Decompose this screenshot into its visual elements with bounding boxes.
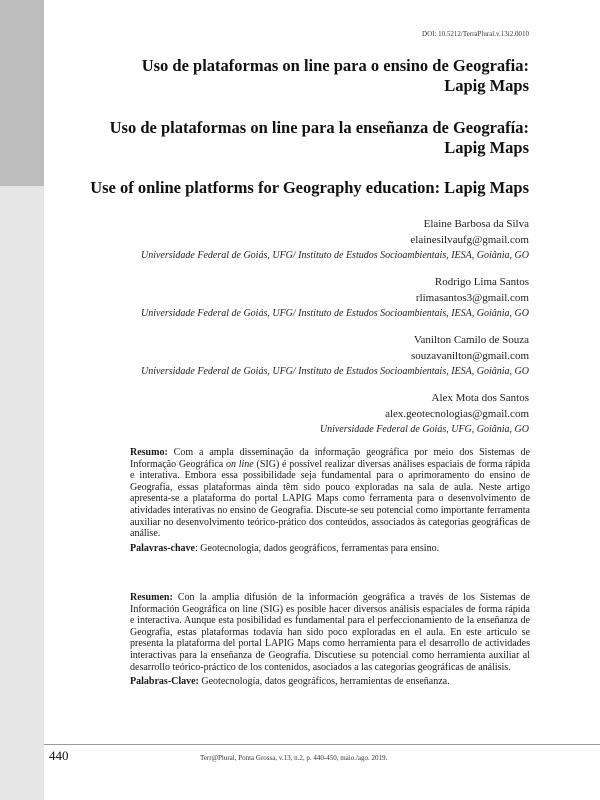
abstract-pt-body	[130, 447, 530, 540]
author-block	[59, 390, 529, 437]
doi-label[interactable]: DOI: 10.5212/TerraPlural.v.13i2.0010	[422, 30, 529, 38]
page-sidebar	[0, 0, 44, 800]
keywords-pt-label: Palavras-chave	[130, 542, 195, 554]
abstract-pt-label: Resumo:	[130, 447, 168, 458]
author-institution: Universidade Federal de Goiás, UFG/ Instituto de Estudos Socioambientais, IESA, Goiânia, GO	[140, 250, 529, 261]
title-en-line: Use of online platforms for Geography education: Lapig Maps	[90, 178, 529, 197]
abstract-portuguese	[130, 447, 530, 554]
sidebar-light-band	[0, 186, 44, 800]
footer-divider	[44, 744, 600, 745]
author-name: Vanilton Camilo de Souza	[413, 334, 529, 346]
keywords-pt-text: : Geotecnologia, dados geográficos, ferramentas para ensino.	[195, 542, 440, 554]
abstract-pt-text-a: Com a ampla disseminação da informação geográfica por meio dos Sistemas de Informação Geográfica	[130, 447, 530, 470]
abstract-es-text: Con la amplia difusión de la información geográfica a través de los Sistemas de Información Geográfica on line (SIG) es posible hacer diversos análisis espaciales de forma rápida e interactiva. Aunque esta posibilidad es fundamental para el perfeccionamiento de la enseñanza de Geografía, estas plataformas todavía han sido poco exploradas en el aula. En este artículo se presenta la plataforma del portal LAPIG Maps como herramienta para el desarrollo de actividades interactivas para la enseñanza de Geografía. Discutiese su potencial como herramienta auxiliar al desarrollo teórico-práctico de los contenidos, asociados a las categorías geográficas de análisis.	[130, 592, 530, 673]
author-list	[59, 216, 529, 448]
abstract-pt-text-b: (SIG) é possível realizar diversas análises espaciais de forma rápida e interativa. Embora essa possibilidade seja fundamental para o aprimoramento do ensino de Geografia, essas plataformas ainda têm sido pouco exploradas na sala de aula. Neste artigo apresenta-se a plataforma do portal LAPIG Maps como ferramenta para o desenvolvimento de atividades interativas no ensino de Geografia. Discute-se seu potencial como importante ferramenta auxiliar no desenvolvimento teórico-prático dos conteúdos, associados às categorias geográficas de análise.	[130, 458, 531, 540]
title-es-line1: Uso de plataformas on line para la enseñanza de Geografía:	[109, 118, 529, 137]
author-name: Rodrigo Lima Santos	[434, 276, 529, 288]
title-english	[49, 178, 529, 198]
author-email[interactable]: elainesilvaufg@gmail.com	[410, 234, 529, 246]
title-pt-line2: Lapig Maps	[444, 76, 529, 95]
page-number: 440	[49, 748, 69, 763]
author-name: Elaine Barbosa da Silva	[423, 218, 529, 230]
author-email[interactable]: rlimasantos3@gmail.com	[415, 292, 529, 304]
title-spanish	[49, 118, 529, 158]
abstract-es-label: Resumen:	[130, 592, 173, 603]
title-portuguese	[49, 56, 529, 96]
abstract-pt-italic: on line	[226, 458, 254, 470]
keywords-es	[130, 676, 530, 688]
abstract-spanish	[130, 592, 530, 688]
author-block	[59, 216, 529, 263]
footer-citation: Terr@Plural, Ponta Grossa, v.13, n.2, p. 440-450, maio./ago. 2019.	[200, 754, 388, 762]
author-block	[59, 274, 529, 321]
abstract-es-body	[130, 592, 530, 673]
title-es-line2: Lapig Maps	[444, 138, 529, 157]
author-block	[59, 332, 529, 379]
author-institution: Universidade Federal de Goiás, UFG/ Instituto de Estudos Socioambientais, IESA, Goiânia, GO	[140, 366, 529, 377]
sidebar-dark-band	[0, 0, 44, 186]
author-institution: Universidade Federal de Goiás, UFG/ Instituto de Estudos Socioambientais, IESA, Goiânia, GO	[140, 308, 529, 319]
author-name: Alex Mota dos Santos	[431, 392, 529, 404]
author-email[interactable]: souzavanilton@gmail.com	[411, 350, 529, 362]
keywords-es-text: Geotecnología, datos geográficos, herramientas de enseñanza.	[198, 676, 450, 688]
title-pt-line1: Uso de plataformas on line para o ensino de Geografia:	[141, 56, 529, 75]
author-email[interactable]: alex.geotecnologias@gmail.com	[385, 408, 529, 420]
keywords-pt	[130, 543, 530, 555]
author-institution: Universidade Federal de Goiás, UFG, Goiânia, GO	[319, 424, 529, 435]
keywords-es-label: Palabras-Clave:	[130, 676, 199, 688]
